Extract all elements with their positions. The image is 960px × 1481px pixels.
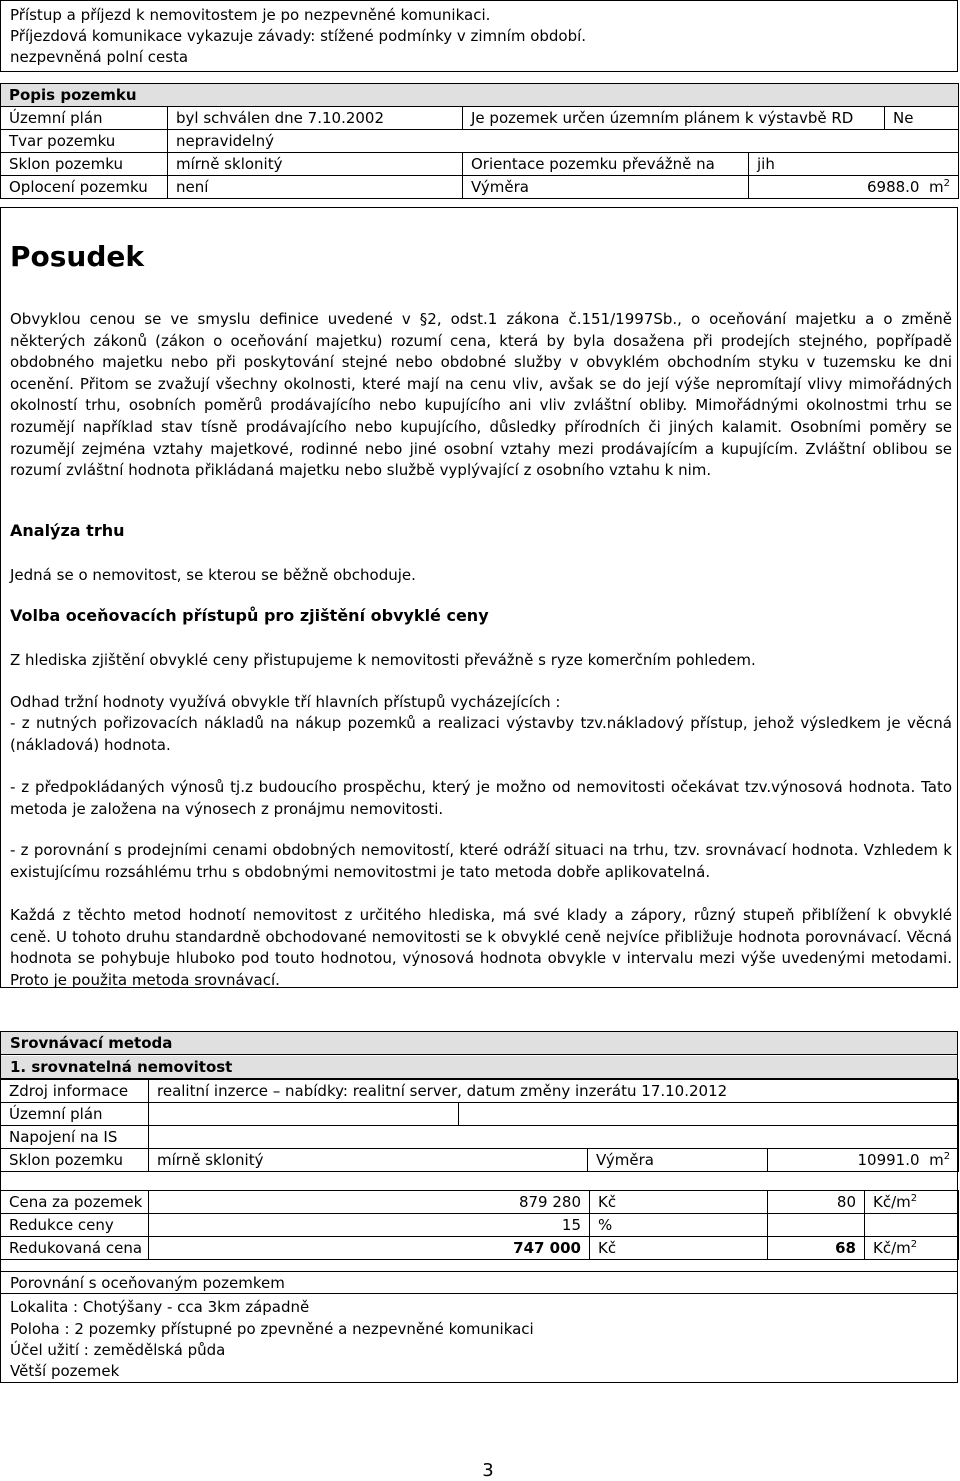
utilities-value [149, 1126, 959, 1149]
comparison-info-table [0, 1079, 959, 1172]
compare-line: Lokalita : Chotýšany - cca 3km západně [10, 1298, 310, 1316]
fencing-label: Oplocení pozemku [1, 176, 168, 199]
comparison-title: Srovnávací metoda [1, 1032, 957, 1055]
plot-description-table [0, 83, 959, 199]
area-label: Výměra [463, 176, 749, 199]
reduced-per-m2-unit: Kč/m [873, 1239, 911, 1257]
area-cell [749, 176, 959, 199]
compare-title: Porovnání s oceňovaným pozemkem [1, 1271, 957, 1294]
conclusion: Každá z těchto metod hodnotí nemovitost z určitého hlediska, má své klady a zápory, různý stupeň přiblížení k obvyklé ceně. U tohoto druhu standardně obchodované nemovitosti se k obvyklé ceně nejvíce přibližuje hodnota porovnávací. Věcná hodnota se pohybuje hluboko pod touto hodnotou, výnosová hodnota obvykle v intervalu mezi výše uvedenými metodami. Proto je použita metoda srovnávací. [10, 906, 952, 989]
reduction-label: Redukce ceny [1, 1214, 149, 1237]
area-value: 6988.0 [866, 178, 920, 196]
shape-label: Tvar pozemku [1, 130, 168, 153]
reduction-value: 15 [149, 1214, 590, 1237]
orientation-label: Orientace pozemku převážně na [463, 153, 749, 176]
price-per-m2-sup: 2 [910, 1193, 918, 1204]
method-cost: - z nutných pořizovacích nákladů na nákup pozemků a realizaci výstavby tzv.nákladový přístup, jehož výsledkem je věcná (nákladová) hodnota. [10, 714, 952, 754]
source-value: realitní inzerce – nabídky: realitní server, datum změny inzerátu 17.10.2012 [149, 1080, 959, 1103]
reduced-label: Redukovaná cena [1, 1237, 149, 1260]
source-label: Zdroj informace [1, 1080, 149, 1103]
comparison-slope-value: mírně sklonitý [149, 1149, 588, 1172]
utilities-label: Napojení na IS [1, 1126, 149, 1149]
price-table [0, 1190, 959, 1260]
reduced-per-m2: 68 [768, 1237, 865, 1260]
reduction-empty-2 [865, 1214, 959, 1237]
compare-line: Účel užití : zemědělská půda [10, 1341, 226, 1359]
price-currency: Kč [590, 1191, 768, 1214]
comparison-area-unit: m [929, 1151, 944, 1169]
compare-line: Poloha : 2 pozemky přístupné po zpevněné a nezpevněné komunikaci [10, 1320, 534, 1338]
shape-value: nepravidelný [168, 130, 959, 153]
slope-value: mírně sklonitý [168, 153, 463, 176]
territorial-plan-value: byl schválen dne 7.10.2002 [168, 107, 463, 130]
reduced-per-m2-sup: 2 [910, 1239, 918, 1250]
method-income: - z předpokládaných výnosů tj.z budoucího prospěchu, který je možno od nemovitosti očekávat tzv.výnosová hodnota. Tato metoda je založena na výnosech z pronájmu nemovitosti. [10, 778, 952, 818]
assessment-box [0, 207, 958, 988]
price-per-m2-unit-cell [865, 1191, 959, 1214]
designated-value: Ne [885, 107, 959, 130]
slope-label: Sklon pozemku [1, 153, 168, 176]
designated-label: Je pozemek určen územním plánem k výstavbě RD [463, 107, 885, 130]
territorial-plan-label: Územní plán [1, 107, 168, 130]
access-line: nezpevněná polní cesta [10, 48, 189, 66]
approach-heading: Volba oceňovacích přístupů pro zjištění obvyklé ceny [10, 606, 489, 625]
comparison-area-cell [768, 1149, 959, 1172]
comparison-area-label: Výměra [588, 1149, 768, 1172]
access-box [0, 0, 958, 72]
reduced-currency: Kč [590, 1237, 768, 1260]
comparison-plan-value [149, 1103, 459, 1126]
definition-paragraph: Obvyklou cenou se ve smyslu definice uvedené v §2, odst.1 zákona č.151/1997Sb., o oceňování majetku a o změně některých zákonů (zákon o oceňování majetku) rozumí cena, která by byla dosažena při prodejích stejného, popřípadě obdobného majetku nebo při poskytování stejné nebo obdobné služby v obvyklém obchodním styku v tuzemsku ke dni ocenění. Přitom se zvažují všechny okolnosti, které mají na cenu vliv, avšak se do její výše nepromítají vlivy mimořádných okolností trhu, osobních poměrů prodávajícího nebo kupujícího ani vliv zvláštní obliby. Mimořádnými okolnostmi trhu se rozumějí například stav tísně prodávajícího nebo kupujícího, důsledky přírodních či jiných kalamit. Osobními poměry se rozumějí zejména vztahy majetkové, rodinné nebo jiné osobní vztahy mezi prodávajícím a kupujícím. Zvláštní oblibou se rozumí zvláštní hodnota přikládaná majetku nebo službě vyplývající z osobního vztahu k nim. [10, 310, 952, 480]
area-unit-sup: 2 [943, 178, 951, 189]
reduced-per-m2-unit-cell [865, 1237, 959, 1260]
method-comparison: - z porovnání s prodejními cenami obdobných nemovitostí, které odráží situaci na trhu, tzv. srovnávací hodnota. Vzhledem k existujícímu rozsáhlému trhu s obdobnými nemovitostmi je tato metoda dobře aplikovatelná. [10, 841, 952, 881]
comparison-plan-extra [459, 1103, 959, 1126]
area-unit: m [929, 178, 944, 196]
market-heading: Analýza trhu [10, 521, 125, 540]
orientation-value: jih [749, 153, 959, 176]
methods-intro: Odhad tržní hodnoty využívá obvykle tří hlavních přístupů vycházejících : [10, 693, 561, 711]
property-title: 1. srovnatelná nemovitost [1, 1056, 957, 1079]
fencing-value: není [168, 176, 463, 199]
price-label: Cena za pozemek [1, 1191, 149, 1214]
plot-description-title: Popis pozemku [1, 84, 959, 107]
market-text: Jedná se o nemovitost, se kterou se běžně obchoduje. [10, 566, 416, 584]
comparison-area-value: 10991.0 [857, 1151, 920, 1169]
page-number: 3 [482, 1460, 494, 1481]
price-per-m2-unit: Kč/m [873, 1193, 911, 1211]
comparison-slope-label: Sklon pozemku [1, 1149, 149, 1172]
price-value: 879 280 [149, 1191, 590, 1214]
assessment-title: Posudek [10, 240, 145, 273]
comparison-box [0, 1031, 958, 1383]
comparison-plan-label: Územní plán [1, 1103, 149, 1126]
comparison-area-unit-sup: 2 [943, 1151, 951, 1162]
reduction-empty-1 [768, 1214, 865, 1237]
reduction-unit: % [590, 1214, 768, 1237]
reduced-value: 747 000 [149, 1237, 590, 1260]
compare-line: Větší pozemek [10, 1362, 120, 1380]
approach-text: Z hlediska zjištění obvyklé ceny přistupujeme k nemovitosti převážně s ryze komerčním pohledem. [10, 651, 756, 669]
access-line: Příjezdová komunikace vykazuje závady: stížené podmínky v zimním období. [10, 27, 587, 45]
price-per-m2: 80 [768, 1191, 865, 1214]
access-line: Přístup a příjezd k nemovitostem je po nezpevněné komunikaci. [10, 6, 491, 24]
